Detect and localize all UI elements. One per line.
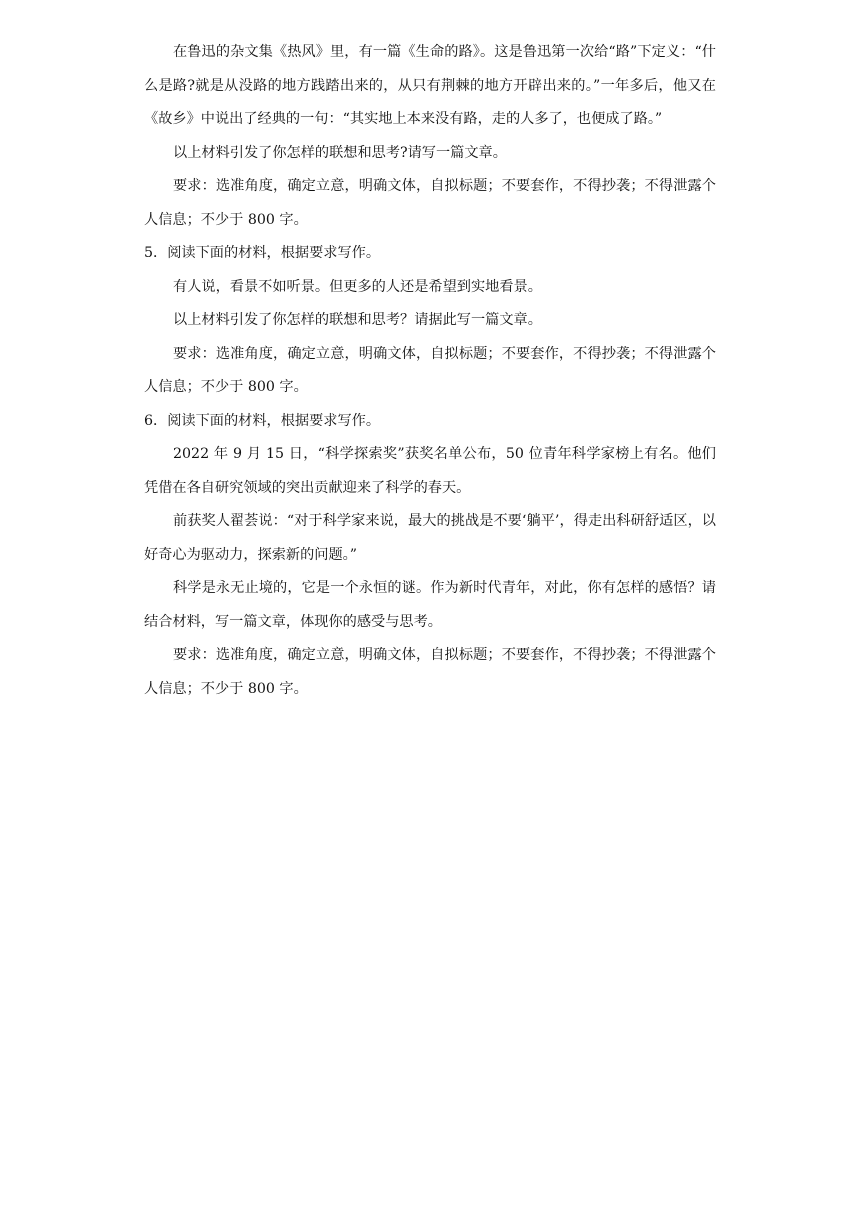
prompt-paragraph: 以上材料引发了你怎样的联想和思考？请据此写一篇文章。 bbox=[173, 312, 542, 328]
material-paragraph-science-award: 2022 年 9 月 15 日，“科学探索奖”获奖名单公布，50 位青年科学家榜上有名。他们凭借在各自研究领域的突出贡献迎来了科学的春天。 bbox=[144, 446, 716, 496]
prompt-paragraph: 以上材料引发了你怎样的联想和思考?请写一篇文章。 bbox=[173, 144, 507, 161]
document-body bbox=[144, 36, 716, 706]
requirements-paragraph: 要求：选准角度，确定立意，明确文体，自拟标题；不要套作，不得抄袭；不得泄露个人信息；不少于 800 字。 bbox=[144, 178, 716, 228]
material-paragraph-luxun: 在鲁迅的杂文集《热风》里，有一篇《生命的路》。这是鲁迅第一次给“路”下定义：“什么是路?就是从没路的地方践踏出来的，从只有荆棘的地方开辟出来的。”一年多后，他又在《故乡》中说出了经典的一句：“其实地上本来没有路，走的人多了，也便成了路。” bbox=[144, 44, 716, 127]
question-5-heading: 5．阅读下面的材料，根据要求写作。 bbox=[144, 245, 381, 261]
requirements-paragraph: 要求：选准角度，确定立意，明确文体，自拟标题；不要套作，不得抄袭；不得泄露个人信息；不少于 800 字。 bbox=[144, 345, 716, 395]
question-6-heading: 6．阅读下面的材料，根据要求写作。 bbox=[144, 412, 381, 429]
material-paragraph-scenery: 有人说，看景不如听景。但更多的人还是希望到实地看景。 bbox=[173, 278, 542, 295]
prompt-paragraph: 科学是永无止境的，它是一个永恒的谜。作为新时代青年，对此，你有怎样的感悟？请结合材料，写一篇文章，体现你的感受与思考。 bbox=[144, 580, 716, 630]
material-paragraph-quote: 前获奖人翟荟说：“对于科学家来说，最大的挑战是不要‘躺平’，得走出科研舒适区，以好奇心为驱动力，探索新的问题。” bbox=[144, 513, 716, 563]
requirements-paragraph: 要求：选准角度，确定立意，明确文体，自拟标题；不要套作，不得抄袭；不得泄露个人信息；不少于 800 字。 bbox=[144, 647, 716, 697]
